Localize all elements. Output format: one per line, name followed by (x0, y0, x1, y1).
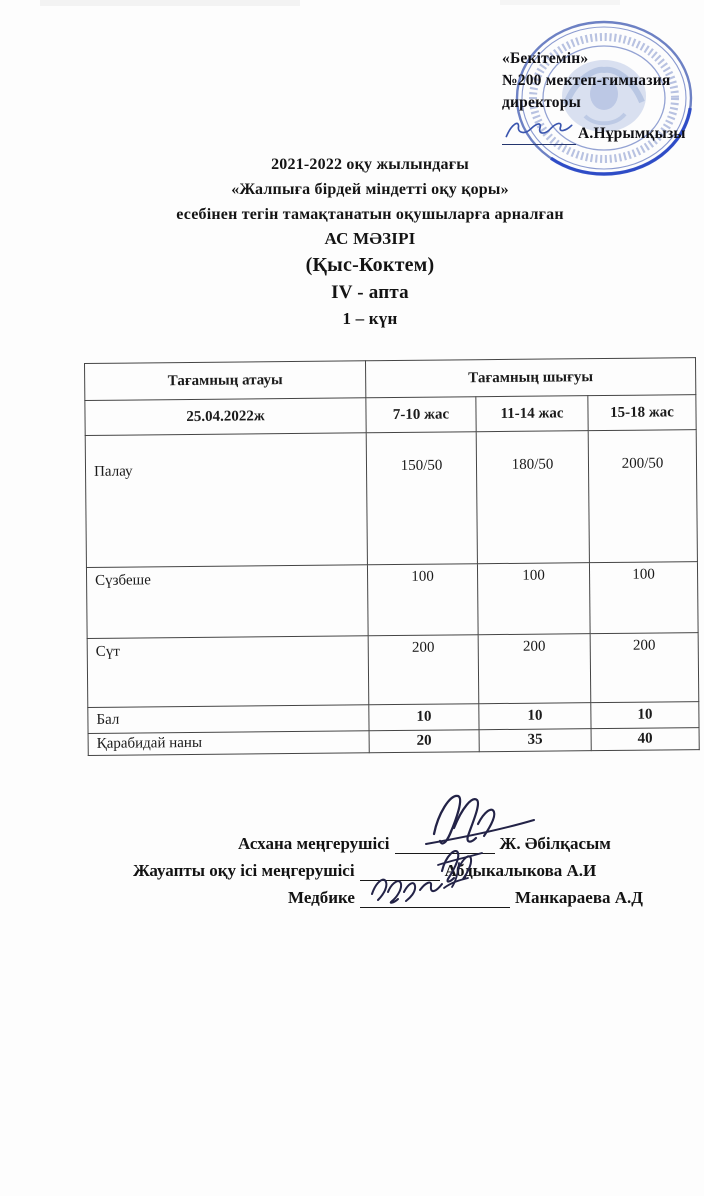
age-group-header: 7-10 жас (366, 397, 476, 433)
signature-role-label: Жауапты оқу ісі меңгерушісі (133, 861, 355, 880)
stamp-approve-label: «Бекітемін» (502, 50, 589, 67)
signature-row-nurse (288, 881, 704, 908)
dish-value-cell: 100 (477, 563, 590, 635)
dish-value-cell: 200/50 (588, 430, 697, 563)
dish-name-cell: Сүзбеше (86, 565, 368, 639)
dish-value-cell: 20 (369, 730, 479, 753)
title-line-day: 1 – күн (342, 309, 398, 328)
dish-value-cell: 200 (478, 634, 591, 704)
table-row (88, 728, 699, 756)
dish-value-cell: 10 (369, 704, 479, 731)
date-cell: 25.04.2022ж (85, 398, 366, 436)
stamp-role: директоры (502, 94, 581, 111)
signature-name: Ж. Әбілқасым (499, 834, 611, 853)
dish-name-cell: Сүт (87, 636, 369, 708)
signature-row-canteen (238, 827, 704, 854)
director-name: А.Нұрымқызы (578, 125, 686, 142)
dish-value-cell: 180/50 (476, 431, 589, 564)
title-line-year: 2021-2022 оқу жылындағы (271, 156, 469, 173)
signature-row-education (133, 854, 704, 881)
dish-value-cell: 100 (367, 564, 478, 636)
dish-value-cell: 40 (591, 728, 699, 751)
title-line-fund: «Жалпыға бірдей міндетті оқу қоры» (231, 181, 509, 198)
title-line-week: IV - апта (331, 282, 409, 303)
menu-table (84, 357, 700, 756)
document-title (20, 152, 704, 332)
age-group-header: 11-14 жас (476, 396, 588, 432)
dish-value-cell: 200 (590, 633, 699, 703)
signature-blank (360, 860, 440, 881)
table-subheader-row (85, 395, 696, 436)
table-row (86, 562, 698, 639)
dish-value-cell: 150/50 (366, 432, 477, 565)
table-row (85, 430, 697, 568)
dish-value-cell: 10 (479, 703, 591, 730)
approval-text-block (502, 48, 686, 145)
header-dish-name: Тағамның атауы (85, 361, 366, 401)
table-row (87, 633, 699, 708)
stamp-school-name: №200 мектеп-гимназия (502, 72, 671, 89)
dish-name-cell: Қарабидай наны (88, 731, 369, 756)
signature-blank (360, 887, 510, 908)
scan-artifact (40, 0, 300, 6)
dish-value-cell: 10 (591, 702, 699, 729)
title-line-menu: АС МӘЗІРІ (324, 229, 416, 248)
director-signature-icon (502, 116, 576, 145)
signature-role-label: Медбике (288, 888, 355, 907)
signature-blank (395, 833, 495, 854)
title-line-season: (Қыс-Коктем) (305, 254, 435, 276)
signature-block (0, 827, 704, 908)
dish-name-cell: Палау (85, 433, 367, 568)
scan-artifact (500, 0, 620, 5)
title-line-purpose: есебінен тегін тамақтанатын оқушыларға арналған (176, 206, 564, 223)
signature-name: Абдыкалыкова А.И (444, 861, 597, 880)
signature-role-label: Асхана меңгерушісі (238, 834, 390, 853)
header-dish-output: Тағамның шығуы (365, 358, 695, 398)
dish-value-cell: 200 (368, 635, 479, 705)
dish-name-cell: Бал (88, 705, 369, 734)
dish-value-cell: 35 (479, 729, 591, 752)
dish-value-cell: 100 (589, 562, 698, 634)
age-group-header: 15-18 жас (588, 395, 696, 431)
table-header-row (85, 358, 696, 401)
signature-name: Манкараева А.Д (514, 888, 643, 907)
